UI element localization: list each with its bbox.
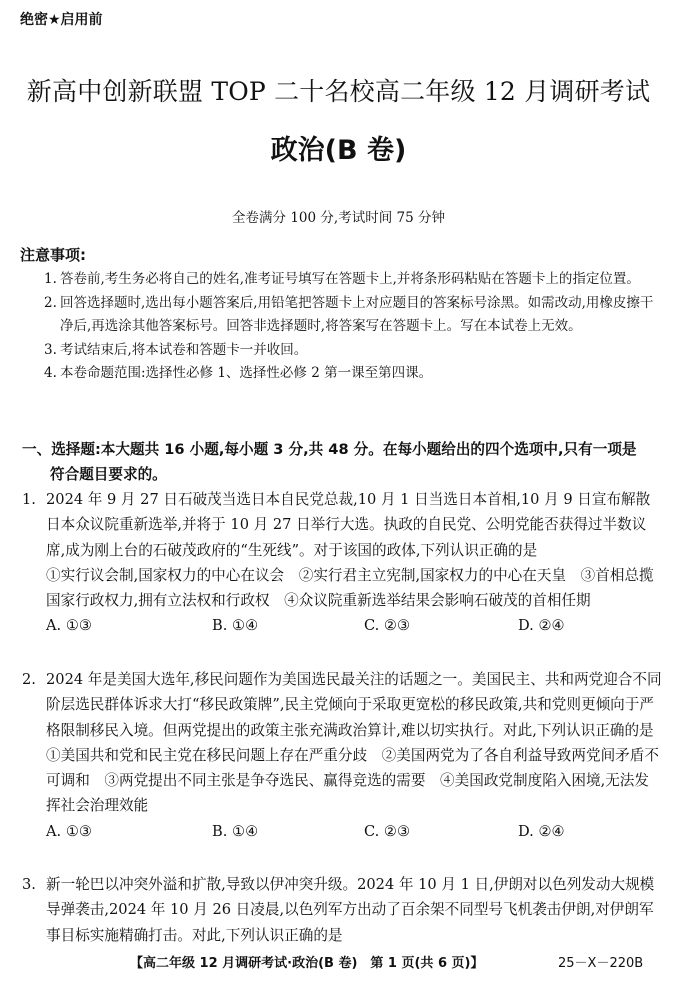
secret-mark: 绝密★启用前 [20, 12, 103, 28]
question-statements: ①实行议会制,国家权力的中心在议会 ②实行君主立宪制,国家权力的中心在天皇 ③首相总揽国家行政权力,拥有立法权和行政权 ④众议院重新选举结果会影响石破茂的首相任期 [46, 566, 654, 610]
notice-text: 本卷命题范围:选择性必修 1、选择性必修 2 第一课至第四课。 [60, 365, 433, 381]
option-d[interactable]: D. ②④ [518, 617, 565, 635]
option-b[interactable]: B. ①④ [212, 617, 259, 635]
notice-item [44, 362, 664, 386]
notice-item [44, 268, 664, 292]
notice-text: 答卷前,考生务必将自己的姓名,准考证号填写在答题卡上,并将条形码粘贴在答题卡上的指定位置。 [60, 271, 640, 287]
question-stem [22, 487, 662, 563]
option-c[interactable]: C. ②③ [364, 617, 411, 635]
question-text: 2024 年是美国大选年,移民问题作为美国选民最关注的话题之一。美国民主、共和两党迎合不同阶层选民群体诉求大打“移民政策牌”,民主党倾向于采取更宽松的移民政策,共和党则更倾向于严格限制移民入境。但两党提出的政策主张充满政治算计,难以切实执行。对此,下列认识正确的是 [46, 671, 662, 739]
footer-code: 25－X－220B [558, 956, 644, 971]
question-3 [22, 872, 662, 948]
question-statements: ①美国共和党和民主党在移民问题上存在严重分歧 ②美国两党为了各自利益导致两党间矛盾不可调和 ③两党提出不同主张是争夺选民、赢得竞选的需要 ④美国政党制度陷入困境,无法发挥社会治理效能 [46, 746, 659, 815]
question-text: 新一轮巴以冲突外溢和扩散,导致以伊冲突升级。2024 年 10 月 1 日,伊朗对以色列发动大规模导弹袭击,2024 年 10 月 26 日凌晨,以色列军方出动了百余架不同型号飞机袭击伊朗,对伊朗军事目标实施精确打击。对此,下列认识正确的是 [46, 876, 655, 944]
notice-text: 考试结束后,将本试卷和答题卡一并收回。 [60, 341, 308, 358]
notice-list [44, 268, 664, 386]
question-options [22, 819, 662, 845]
notice-number: 4. [44, 365, 57, 381]
question-stem [22, 667, 662, 743]
notice-text: 回答选择题时,选出每小题答案后,用铅笔把答题卡上对应题目的答案标号涂黑。如需改动,用橡皮擦干净后,再选涂其他答案标号。回答非选择题时,将答案写在答题卡上。写在本试卷上无效。 [60, 294, 654, 334]
option-b[interactable]: B. ①④ [212, 822, 259, 840]
question-number: 2. [22, 671, 36, 688]
section-heading [22, 437, 662, 487]
notice-title: 注意事项: [20, 246, 86, 264]
question-number: 3. [22, 876, 36, 893]
section-heading-line2: 符合题目要求的。 [50, 466, 167, 483]
notice-number: 1. [44, 271, 57, 287]
exam-subtitle: 政治(B 卷) [270, 135, 407, 166]
option-a[interactable]: A. ①③ [46, 617, 92, 635]
question-stem [22, 872, 662, 948]
exam-title: 新高中创新联盟 TOP 二十名校高二年级 12 月调研考试 [26, 77, 651, 106]
option-a[interactable]: A. ①③ [46, 822, 92, 840]
notice-item [44, 339, 664, 363]
question-1 [22, 487, 662, 639]
notice-number: 3. [44, 341, 57, 358]
option-c[interactable]: C. ②③ [364, 822, 411, 840]
section-heading-line1: 一、选择题:本大题共 16 小题,每小题 3 分,共 48 分。在每小题给出的四个选项中,只有一项是 [22, 441, 637, 458]
notice-item [44, 292, 664, 339]
question-text: 2024 年 9 月 27 日石破茂当选日本自民党总裁,10 月 1 日当选日本首相,10 月 9 日宣布解散日本众议院重新选举,并将于 10 月 27 日举行大选。执政的自民党、公明党能否获得过半数议席,成为刚上台的石破茂政府的“生死线”。对于该国的政体,下列认识正确的是 [46, 491, 651, 559]
exam-meta: 全卷满分 100 分,考试时间 75 分钟 [232, 210, 445, 226]
question-2 [22, 667, 662, 845]
question-number: 1. [22, 491, 36, 508]
option-d[interactable]: D. ②④ [518, 822, 565, 840]
footer-info: 【高二年级 12 月调研考试·政治(B 卷) 第 1 页(共 6 页)】 [130, 956, 484, 971]
notice-number: 2. [44, 294, 57, 311]
question-options [22, 613, 662, 639]
